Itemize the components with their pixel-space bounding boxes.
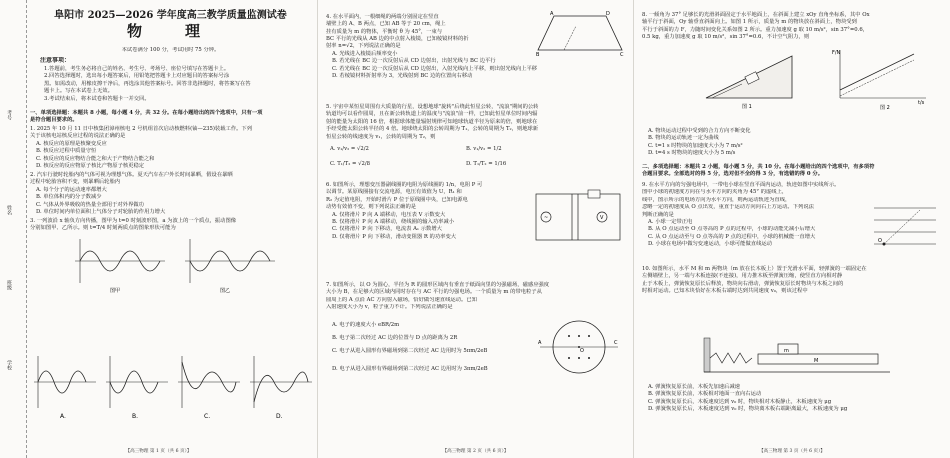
q4-stem: 射率 n=√2，下列说法正确的是 [326,43,401,50]
q3-option-c-graph [178,356,240,420]
q5-stem: 5. 宇宙中某恒星周围有大质量的行星，设想地球"旋转"后绕此恒星公转，"流浪"期间的公转 [326,104,539,110]
q5-stem: 恒星公转的线速度为 v₁，公转的周期为 T₂，则 [326,133,436,140]
q10-stem: 止于木板上，弹簧恢复原长后释放，物块向右滑动，弹簧恢复原长时物块与木板之间的 [642,280,844,287]
section-2-heading: 二、多项选择题：本题共 2 小题，每小题 5 分，共 10 分。在每小题给出的四个选项中，有多项符 [642,164,875,170]
q7-option-c: C. 电子从进入圆形有界磁场到第二次经过 AC 边用时为 5πm/2eB [332,348,488,355]
q5-option-a: A. v₁/v₂ = √2/2 [330,146,369,152]
q2-option-c: C. 气体从外界吸收的热量全部用于对外界做功 [36,201,144,208]
page-3 [634,0,950,458]
q6-stem: 动势有效值不变，则下列说法正确的是 [326,204,417,211]
q8-option-a: A. 物块运动过程中受到的合力方向不断变化 [648,128,751,134]
q10-stem: 左侧墙壁上，另一端与木板连接(不连接)，用力推木板至弹簧压缩，使竖直方向相对静 [642,273,843,280]
q2-option-d: D. 单位时间内单位面积上气体分子对轮胎的作用力增大 [36,209,166,216]
q3-stem: 3. 一列波沿 x 轴负方向传播，图甲为 t=0 时刻波形图，a 为波上的一个质点，振动图像 [30,218,237,224]
q2-stem: 2. 汽车行驶时轮胎内的气体可视为理想气体。夏天汽车在户外长时间暴晒，假设在暴晒 [30,172,233,178]
section-1-heading: 一、单项选择题：本题共 8 小题，每小题 4 分，共 32 分。在每小题给出的四个选项中，只有一项 [30,110,263,116]
q8-stem: 平行于斜面的力 F，力随时间变化关系如图 2 所示。重力加速度 g 取 10 m/s²，sin 37°=0.6， [642,26,868,33]
sidebar-label-school: 学校 [6,360,12,370]
q3-option-b-graph [106,356,168,420]
question-6 [326,182,526,241]
binding-sidebar [0,0,27,458]
q3-option-c-label: C. [204,413,211,420]
sidebar-label-name: 姓名 [6,205,12,215]
q3-option-d-graph [250,356,312,420]
q8-option-d: D. t=4 s 时物块的速度大小为 5 m/s [648,150,736,157]
q4-option-a: A. 光线进入棱镜后频率变小 [332,50,398,57]
q6-transformer-circuit [532,186,624,248]
q8-options [642,128,942,158]
q4-option-b: B. 若光线在 BC 边一次反射后从 CD 边射出，出射光线与 BC 边平行 [332,58,496,65]
q4-option-c: C. 若光线在 BC 边一次反射后从 CD 边射出，入射光线向上平移，则出射光线向上平移 [332,65,538,72]
q4-stem: 墙壁上的 A、B 两点，已知 AB 等于 20 cm，绳上 [326,21,446,28]
exam-title: 阜阳市 2025—2026 学年度高三教学质量监测试卷 [54,10,287,21]
q3-option-d-label: D. [276,413,283,420]
q9-stem: 线中，图示所示的电场方向为水平方向，则两运动轨迹为直线， [642,196,791,203]
q10-option-b: B. 弹簧恢复原长前，木板相对地面一直向右运动 [648,391,762,398]
notice-line: 3.考试结束后，将本试卷和答题卡一并交回。 [44,95,150,102]
page-2 [318,0,634,458]
q1-option-a: A. 核反应的原理是核聚变反应 [36,140,107,147]
q7-stem: 入射速度大小为 v，粒子重力不计。下列说法正确的是 [326,304,453,311]
notice-title: 注意事项： [40,57,71,64]
q8-force-time-graph [830,46,930,110]
q7-magnetic-field-figure [536,314,622,380]
question-2 [30,172,311,216]
figure-2-label: 图 2 [880,105,890,110]
section-2-heading-cont: 合题目要求。全部选对的得 5 分，选对但不全的得 3 分，有选错的得 0 分。 [642,171,824,178]
q1-option-d: D. 核反应的反应物原子核比产物原子核更稳定 [36,163,145,170]
page-2-footer: 【高三物理 第 2 页（共 6 页）】 [442,449,509,454]
q9-option-a: A. 小球一定带正电 [648,219,693,226]
figure-yi [185,239,275,294]
q8-stem: 轴平行于斜面，Oy 轴垂直斜面向上。如图 1 所示，质量为 m 的物块放在斜面上，物块受到 [642,19,857,26]
q8-stem: 0.5 kg，重力加速度 g 取 10 m/s²，sin 37°=0.6，不计空气阻力，则 [642,34,810,41]
q9-option-d: D. 小球在电场中做匀变速运动，小球可能做直线运动 [648,241,772,248]
question-3 [30,218,311,233]
q9-electric-field-figure [870,200,940,250]
svg-text:M: M [814,358,819,364]
sidebar-label-id: 考号 [6,110,12,120]
svg-text:A: A [538,340,542,346]
section-1-heading-cont: 是符合题目要求的。 [30,117,78,124]
notice-line: 题卡上。写在本试卷上无效。 [44,88,113,95]
exam-info: 本试卷满分 100 分，考试用时 75 分钟。 [121,47,220,53]
q9-stem: 图中小球的初速度方向在与水平方向的夹角为 45° 的虚线上， [642,189,788,196]
q9-stem: 忽略一定的初速度从 O 点出发，重直于运动方向向右上方运动。下列说法 [642,204,814,211]
subject-title: 物 理 [126,22,214,40]
svg-text:~: ~ [544,215,549,221]
q5-options-right [466,146,606,169]
q6-stem: R₂ 为定值电阻，开始时滑片 P 位于原线圈中央，已知电源电 [326,196,468,203]
q1-option-c: C. 核反应的反应物结合能之和大于产物结合能之和 [36,155,155,162]
q4-prism-figure [536,10,626,56]
q7-stem: 大小为 B，在足够大的区域内同时存在与 AC 平行的匀强电场。一个质量为 m 的带电粒子从 [326,289,542,296]
svg-text:B: B [536,52,540,56]
q4-option-d: D. 若棱镜材料折射率为 3，光线射到 BC 边的位置向右移动 [332,73,473,80]
notice-line: 2.回答选择题时，选出每小题答案后，用铅笔把答题卡上对应题目的答案标号涂 [44,73,230,80]
q3-option-figures [30,352,312,422]
q7-option-d: D. 电子从进入圆形有界磁场到第二次经过 AC 边用时为 3πm/2eB [332,365,488,372]
q6-option-b: B. 仅将滑片 P 向 A 端移动，绕线圈的输入功率减小 [332,219,455,226]
figure-yi-label: 图乙 [220,288,231,294]
q6-option-a: A. 仅将滑片 P 向 A 端移动，电压表 V 示数变大 [332,211,446,218]
q6-option-c: C. 仅将滑片 P 向 下移动，电流表 A₁ 示数增大 [332,226,442,233]
page-3-footer: 【高三物理 第 3 页（共 6 页）】 [759,449,825,454]
q5-options-left [330,146,470,169]
q9-option-c: C. 从 O 点运动至与 O 点等高的 P 点的过程中，小球的机械能一直增大 [648,233,816,240]
page-1 [0,0,318,458]
notice-line: 1.答题前，考生务必将自己的姓名、考生号、考场号、座位号填写在答题卡上。 [44,66,230,72]
q4-stem: 挂有质量为 m 的物体，平衡时 θ 为 45°，一束与 [326,28,443,35]
svg-text:F/N: F/N [832,50,841,56]
q2-option-b: B. 单位体积内的分子数减少 [36,194,102,201]
svg-text:C: C [620,52,624,56]
q1-option-b: B. 核反应过程中质量守恒 [36,148,97,155]
figure-jia-label: 图甲 [110,288,121,294]
notice-list [44,66,307,103]
q8-incline-figure-1 [702,48,802,110]
q3-option-a-graph [34,356,96,420]
q2-option-a: A. 每个分子的运动速率都增大 [36,186,107,193]
q10-option-c: C. 弹簧恢复原长后，木板速度达到 v₀ 时，物块相对木板静止，木板速度为 μg [648,398,832,405]
q10-options [642,384,942,414]
question-8 [642,12,942,42]
q10-stem: 10. 如图所示，水平 M 和 m 两物块（m 放在长木板上）置于光滑水平面，轻弹簧的一端固定在 [642,266,867,272]
q6-stem: 以调节。某原线圈接有交流电源，电压有效值为 U，R₁ 和 [326,189,462,196]
q5-stem: 轨道均可以看作圆周，且在新公转轨道上的温度与"流浪"前一样，已知此恒星单位时间内辐 [326,111,538,118]
q5-option-d: D. T₁/T₂ = 1/16 [466,161,507,168]
q2-stem: 过程中轮胎容积不变，则暴晒后轮胎内 [30,179,121,186]
q1-stem: 1. 2025 年 10 月 11 日中核集团漳州核电 2 号机组首次启动核燃料(铀—235)装载工作。下列 [30,126,253,132]
q10-option-a: A. 弹簧恢复原长前，木板先加速后减速 [648,384,740,390]
q9-option-b: B. 从 O 点运动至 O 点等高的 P 点的过程中，小球的动能先减小后增大 [648,226,816,233]
page-1-footer: 【高三物理 第 1 页（共 6 页）】 [125,449,192,454]
q3-option-a-label: A. [60,413,66,420]
q8-option-c: C. t=1 s 时物块的加速度大小为 7 m/s² [648,142,743,149]
q6-stem: 6. 如图所示，理想变压器副线圈的电阻为原线圈的 1/n，电阻 P 可 [326,182,483,188]
q9-stem: 判断正确的是 [642,211,674,218]
figure-jia [75,239,165,294]
q7-option-a: A. 电子的速度大小 eBR/2m [332,321,400,328]
q6-option-d: D. 仅将滑片 P 向 下移动，滑动变阻器 R 的功率变大 [332,233,457,240]
q7-option-b: B. 电子第二次经过 AC 边的位置与 D 点的距离为 2R [332,335,458,342]
q8-option-b: B. 物块的运动轨迹一定为曲线 [648,135,719,142]
question-5 [326,104,625,141]
q10-option-d: D. 弹簧恢复原长后，木板速度达到 v₀ 时，物块离木板右端距离最大，木板速度为 μg [648,406,848,413]
q3-wave-figures [70,236,280,294]
svg-text:t/s: t/s [918,100,925,106]
svg-text:D: D [606,11,610,17]
q5-stem: 射的能量为太阳的 16 倍，根据球体能量辐射规律可知地球轨道半径为原来的倍，则地球在 [326,118,538,125]
svg-text:O: O [878,238,882,244]
q1-stem: 关于该核电站核反应过程的说法正确的是 [30,133,126,140]
svg-text:m: m [784,348,789,354]
figure-1-label: 图 1 [742,104,752,110]
q3-stem: 分别如图甲、乙所示。则 t=T/4 时刻两质点的图象形状可能为 [30,225,176,232]
q10-stem: 时相对运动。已知木块恰好在木板右端时达到共同速度 v₀，则该过程中 [642,288,808,295]
q8-stem: 8. 一倾角为 37° 足够长的光滑斜面固定于水平地面上，在斜面上建立 xOy 直角坐标系，其中 Ox [642,12,870,18]
q5-option-c: C. T₁/T₂ = √2/8 [330,161,371,168]
q3-option-b-label: B. [132,413,139,420]
question-10 [642,266,942,296]
question-1 [30,126,311,170]
q10-spring-block-figure [702,332,892,376]
q5-stem: 手经受能太阳公转半径的 4 倍。地球绕太阳的公转周期为 T₁，公转的周期为 T₂，则地球新 [326,126,539,133]
q4-stem: BC 平行的光线从 AB 边的中点射入棱镜，已知棱镜材料的折 [326,36,469,42]
svg-text:A: A [550,11,554,17]
question-4 [326,14,506,36]
q7-stem: 7. 如图所示，以 O 为圆心，半径为 R 的圆形区域内有垂直于纸面向里的匀强磁场，磁感应强度 [326,282,550,288]
notice-line: 黑。如需改动，用橡皮擦干净后，再选涂其他答案标号。回答非选择题时，将答案写在答 [44,80,251,87]
svg-text:C: C [614,340,618,346]
sidebar-label-class: 班级 [6,280,12,290]
svg-text:V: V [600,215,604,221]
q4-stem: 4. 在水平面内，一根细绳的两端分别固定在竖直 [326,14,439,20]
svg-text:O: O [580,348,584,354]
q7-stem: 圆周上的 A 点沿 AC 方向射入磁场，恰好做匀速直线运动。已知 [326,296,477,303]
q9-stem: 9. 在水平方向的匀强电场中，一带电小球在竖直平面内运动，轨迹如图中实线所示。 [642,182,840,188]
q5-option-b: B. v₁/v₂ = 1/2 [466,146,502,152]
